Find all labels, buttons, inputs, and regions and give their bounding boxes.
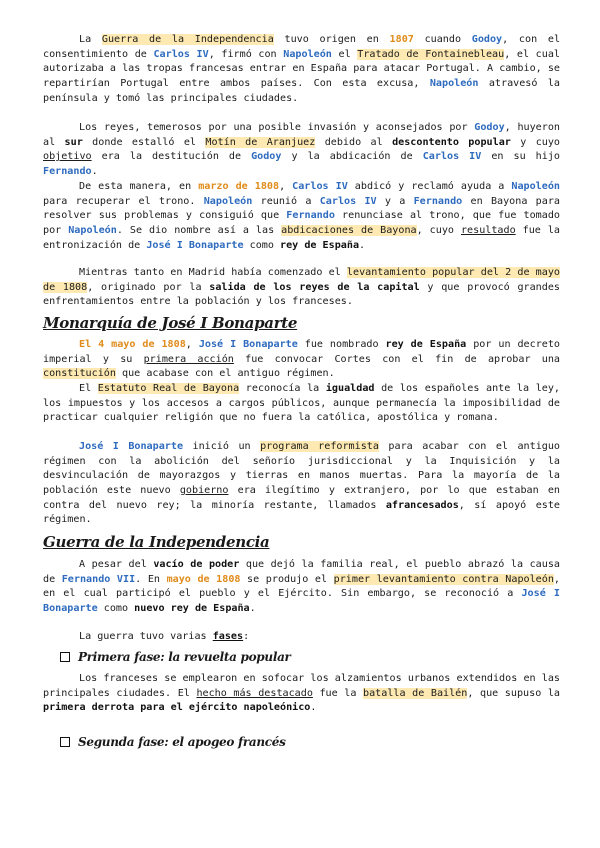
underline-hecho-destacado: hecho más destacado — [196, 687, 313, 699]
name-carlos-iv: Carlos IV — [292, 181, 348, 192]
name-jose-bonaparte: José I Bonaparte — [79, 441, 184, 452]
highlight-abdicaciones-bayona: abdicaciones de Bayona — [281, 224, 417, 236]
name-fernando: Fernando — [413, 195, 463, 207]
name-carlos-iv: Carlos IV — [319, 195, 377, 207]
paragraph-nombramiento: El 4 mayo de 1808, José I Bonaparte fue nombrado rey de España por un decreto imperial y su primera acción fue convocar Cortes con el fin de aprobar una constitución que acabase con el antiguo régimen. — [43, 339, 561, 380]
name-fernando: Fernando — [286, 210, 335, 222]
bold-nuevo-rey: nuevo rey de España — [134, 602, 250, 614]
highlight-batalla-bailen: batalla de Bailén — [363, 687, 468, 699]
name-napoleon: Napoleón — [283, 48, 332, 60]
paragraph-motin-aranjuez: Los reyes, temerosos por una posible invasión y aconsejados por Godoy, huyeron al sur donde estalló el Motín de Aranjuez debido al descontento popular y cuyo objetivo era la destitución de Godoy y la abdicación de Carlos IV en su hijo Fernando. — [43, 122, 561, 177]
bold-rey-espana: rey de España — [280, 239, 360, 251]
underline-primera-accion: primera acción — [143, 353, 234, 365]
date-1807: 1807 — [389, 34, 414, 45]
bold-primera-derrota: primera derrota para el ejército napoleónico — [43, 702, 311, 714]
highlight-motin-aranjuez: Motín de Aranjuez — [205, 136, 316, 148]
highlight-tratado-fontainebleau: Tratado de Fontainebleau — [357, 48, 505, 60]
date-4-mayo-1808: El 4 mayo de 1808 — [79, 339, 186, 350]
subsection-title: Segunda fase: el apogeo francés — [78, 735, 286, 749]
name-napoleon: Napoleón — [511, 181, 560, 192]
name-godoy: Godoy — [471, 34, 503, 45]
name-jose-bonaparte: José I Bonaparte — [198, 339, 298, 350]
highlight-constitucion: constitución — [43, 368, 116, 380]
paragraph-abdicaciones-bayona: De esta manera, en marzo de 1808, Carlos IV abdicó y reclamó ayuda a Napoleón para recuperar el trono. Napoleón reunió a Carlos IV y a Fernando en Bayona para resolver sus problemas y consiguió que Fernando renunciase al trono, que fue tomado por Napoleón. Se dio nombre así a las abdicaciones de Bayona, cuyo resultado fue la entronización de José I Bonaparte como rey de España. — [43, 181, 561, 251]
date-marzo-1808: marzo de 1808 — [198, 181, 280, 192]
name-godoy: Godoy — [251, 151, 282, 163]
subsection-segunda-fase — [60, 735, 286, 749]
name-fernando-vii: Fernando VII — [61, 573, 136, 585]
paragraph-fases: La guerra tuvo varias fases: — [79, 631, 250, 642]
date-mayo-1808: mayo de 1808 — [166, 573, 241, 585]
subsection-title: Primera fase: la revuelta popular — [78, 650, 291, 664]
bold-fases: fases — [212, 631, 244, 642]
bold-afrancesados: afrancesados — [385, 499, 459, 511]
paragraph-dos-de-mayo: Mientras tanto en Madrid había comenzado el levantamiento popular del 2 de mayo de 1808, originado por la salida de los reyes de la capital y que provocó grandes enfrentamientos entre la población y los franceses. — [43, 267, 560, 308]
name-fernando: Fernando — [43, 165, 92, 177]
subsection-primera-fase — [60, 650, 291, 664]
bold-vacio-poder: vacío de poder — [153, 559, 240, 570]
highlight-estatuto-bayona: Estatuto Real de Bayona — [97, 383, 240, 394]
checkbox-square-icon — [60, 652, 70, 662]
bold-igualdad: igualdad — [325, 383, 375, 394]
underline-objetivo: objetivo — [43, 151, 92, 163]
highlight-programa-reformista: programa reformista — [260, 441, 379, 452]
underline-resultado: resultado — [460, 224, 516, 236]
highlight-guerra-independencia: Guerra de la Independencia — [101, 34, 274, 45]
section-heading-monarquia: Monarquía de José I Bonaparte — [43, 314, 298, 332]
paragraph-vacio-poder: A pesar del vacío de poder que dejó la familia real, el pueblo abrazó la causa de Fernando VII. En mayo de 1808 se produjo el primer levantamiento contra Napoleón, en el cual participó el pueblo y el Ejército. Sin embargo, se reconoció a José I Bonaparte como nuevo rey de España. — [43, 559, 560, 614]
paragraph-estatuto-bayona: El Estatuto Real de Bayona reconocía la igualdad de los españoles ante la ley, los impuestos y los accesos a cargos públicos, aunque permanecía la imposibilidad de practicar cualquier religión que no fuera la católica, apostólica y romana. — [43, 383, 561, 424]
name-napoleon: Napoleón — [429, 77, 479, 89]
checkbox-square-icon — [60, 737, 70, 747]
section-heading-guerra: Guerra de la Independencia — [43, 533, 270, 551]
paragraph-bailen: Los franceses se emplearon en sofocar los alzamientos urbanos extendidos en las principales ciudades. El hecho más destacado fue la batalla de Bailén, que supuso la primera derrota para el ejército napoleónico. — [43, 673, 560, 714]
name-napoleon: Napoleón — [68, 224, 117, 236]
name-carlos-iv: Carlos IV — [422, 151, 482, 163]
highlight-levantamiento-2-mayo: levantamiento popular del 2 de mayo de 1808 — [43, 267, 560, 293]
highlight-primer-levantamiento: primer levantamiento contra Napoleón — [333, 573, 554, 585]
name-carlos-iv: Carlos IV — [153, 48, 209, 60]
paragraph-programa-reformista: José I Bonaparte inició un programa reformista para acabar con el antiguo régimen con la abolición del señorío jurisdiccional y la Inquisición y la desvinculación de mayorazgos y tierras en manos muertas. Para la mayoría de la población este nuevo gobierno era ilegítimo y extranjero, por lo que estaban en contra del nuevo rey; la minoría restante, llamados afrancesados, sí apoyó este régimen. — [43, 441, 560, 526]
bold-sur: sur — [64, 136, 83, 148]
bold-rey-espana: rey de España — [385, 339, 467, 350]
bold-descontento-popular: descontento popular — [392, 136, 511, 148]
name-jose-bonaparte: José I Bonaparte — [146, 239, 244, 251]
name-napoleon: Napoleón — [203, 195, 253, 207]
name-jose-bonaparte: José I Bonaparte — [43, 588, 560, 614]
paragraph-origin: La Guerra de la Independencia tuvo origen en 1807 cuando Godoy, con el consentimiento de Carlos IV, firmó con Napoleón el Tratado de Fontainebleau, el cual autorizaba a las tropas francesas entrar en España para atacar Portugal. A cambio, se repartirían Portugal entre ambos países. Con esta excusa, Napoleón atravesó la península y tomó las principales ciudades. — [43, 34, 561, 104]
bold-salida-reyes: salida de los reyes de la capital — [209, 281, 420, 293]
underline-gobierno: gobierno — [179, 484, 229, 496]
name-godoy: Godoy — [474, 122, 505, 133]
